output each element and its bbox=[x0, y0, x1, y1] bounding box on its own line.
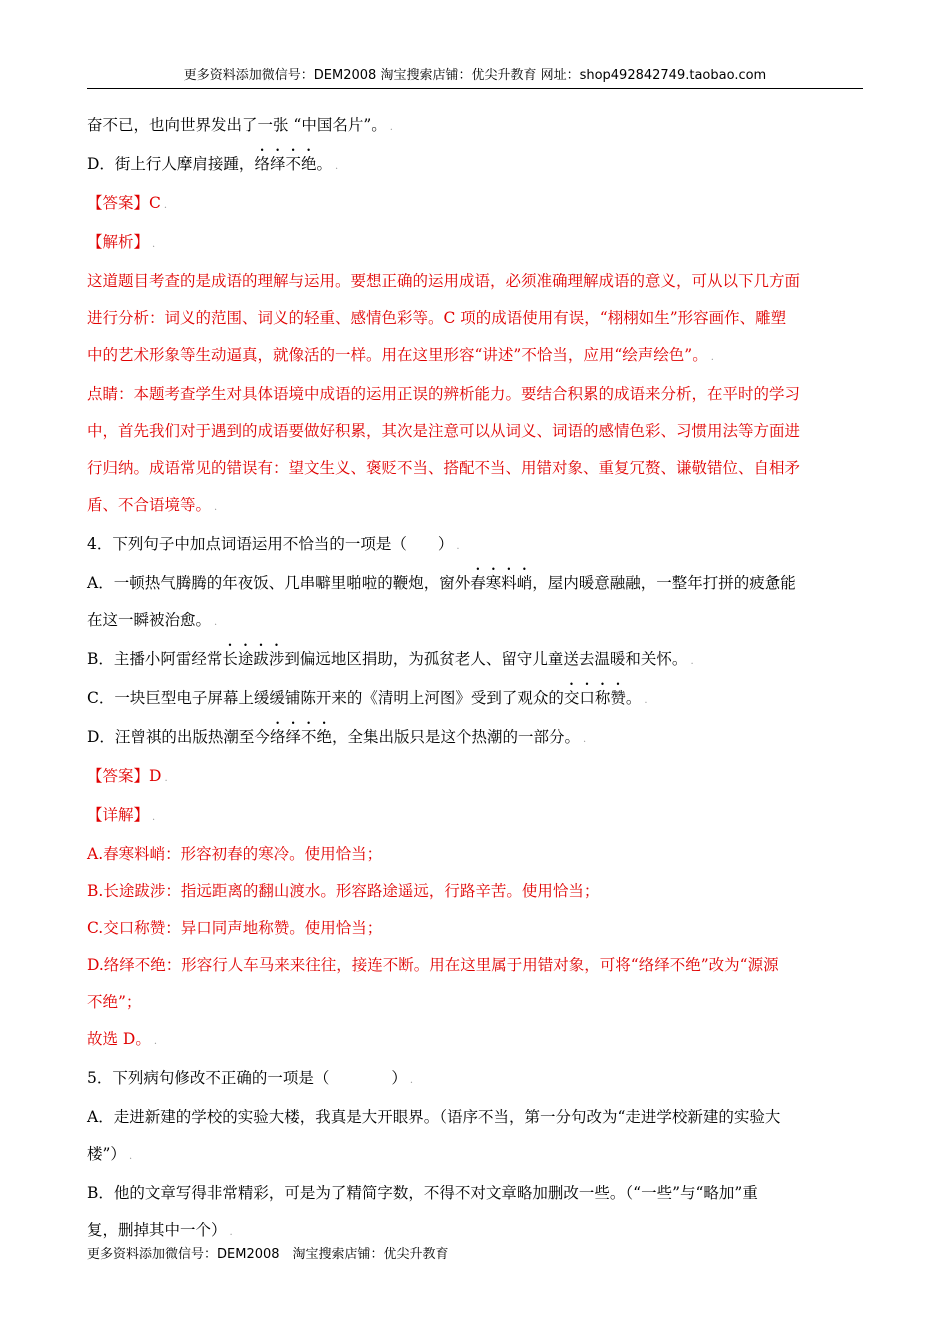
q3-option-c-tail: 奋不已，也向世界发出了一张 “中国名片”。 . bbox=[87, 116, 393, 134]
q4-detail-line: C.交口称赞：异口同声地称赞。使用恰当； bbox=[87, 919, 383, 937]
q5-stem: 5．下列病句修改不正确的一项是（ ） . bbox=[87, 1069, 414, 1087]
q5-option-b-cont: 复，删掉其中一个） . bbox=[87, 1221, 233, 1239]
q4-detail-line: 故选 D。 . bbox=[87, 1030, 158, 1048]
q4-option-b: B．主播小阿雷经常长途跋涉到偏远地区捐助，为孤贫老人、留守儿童送去温暖和关怀。 . bbox=[87, 650, 694, 668]
q3-answer: 【答案】C . bbox=[87, 194, 168, 212]
q4-option-d: D．汪曾祺的出版热潮至今络绎不绝，全集出版只是这个热潮的一部分。 . bbox=[87, 728, 587, 746]
q4-option-a-cont: 在这一瞬被治愈。 . bbox=[87, 611, 218, 629]
q4-option-c: C．一块巨型电子屏幕上缓缓铺陈开来的《清明上河图》受到了观众的交口称赞。 . bbox=[87, 689, 648, 707]
q4-stem: 4．下列句子中加点词语运用不恰当的一项是（ ） . bbox=[87, 535, 460, 553]
emphasized-phrase: 交口称赞 bbox=[563, 689, 626, 707]
page-header: 更多资料添加微信号：DEM2008 淘宝搜索店铺：优尖升教育 网址：shop492842749.taobao.com bbox=[183, 68, 767, 83]
q3-analysis-line: 中，首先我们对于遇到的成语要做好积累，其次是注意可以从词义、词语的感情色彩、习惯用法等方面进 bbox=[87, 422, 801, 440]
q3-analysis-line: 点睛：本题考查学生对具体语境中成语的运用正误的辨析能力。要结合积累的成语来分析，在平时的学习 bbox=[87, 385, 801, 403]
emphasized-phrase: 络绎不绝 bbox=[254, 155, 317, 173]
q4-detail-label: 【详解】 . bbox=[87, 806, 156, 824]
q4-detail-line: A.春寒料峭：形容初春的寒冷。使用恰当； bbox=[87, 845, 383, 863]
q5-option-a-cont: 楼”） . bbox=[87, 1145, 133, 1163]
q3-analysis-line: 盾、不合语境等。 . bbox=[87, 496, 218, 514]
q3-analysis-line: 中的艺术形象等生动逼真，就像活的一样。用在这里形容“讲述”不恰当，应用“绘声绘色”。 . bbox=[87, 346, 714, 364]
q4-detail-line: D.络绎不绝：形容行人车马来来往往，接连不断。用在这里属于用错对象，可将“络绎不绝”改为“源源 bbox=[87, 956, 779, 974]
q3-analysis-line: 这道题目考查的是成语的理解与运用。要想正确的运用成语，必须准确理解成语的意义，可从以下几方面 bbox=[87, 272, 801, 290]
emphasized-phrase: 络绎不绝 bbox=[269, 728, 332, 746]
q3-analysis-label: 【解析】 . bbox=[87, 233, 156, 251]
q4-detail-line: 不绝”； bbox=[87, 993, 142, 1011]
emphasized-phrase: 春寒料峭 bbox=[470, 574, 533, 592]
document-body bbox=[87, 107, 859, 1251]
q5-option-b: B．他的文章写得非常精彩，可是为了精简字数，不得不对文章略加删改一些。（“一些”与“略加”重 bbox=[87, 1184, 758, 1202]
q3-analysis-line: 进行分析：词义的范围、词义的轻重、感情色彩等。C 项的成语使用有误，“栩栩如生”形容画作、雕塑 bbox=[87, 309, 787, 327]
q5-option-a: A．走进新建的学校的实验大楼，我真是大开眼界。（语序不当，第一分句改为“走进学校新建的实验大 bbox=[87, 1108, 781, 1126]
header-divider bbox=[87, 88, 863, 89]
emphasized-phrase: 长途跋涉 bbox=[222, 650, 285, 668]
q4-detail-line: B.长途跋涉：指远距离的翻山渡水。形容路途遥远，行路辛苦。使用恰当； bbox=[87, 882, 600, 900]
q4-option-a: A．一顿热气腾腾的年夜饭、几串噼里啪啦的鞭炮，窗外春寒料峭，屋内暖意融融，一整年打拼的疲惫能 bbox=[87, 574, 796, 592]
q3-analysis-line: 行归纳。成语常见的错误有：望文生义、褒贬不当、搭配不当、用错对象、重复冗赘、谦敬错位、自相矛 bbox=[87, 459, 801, 477]
q4-answer: 【答案】D . bbox=[87, 767, 168, 785]
q3-option-d: D．街上行人摩肩接踵，络绎不绝。 . bbox=[87, 155, 339, 173]
page-footer: 更多资料添加微信号：DEM2008 淘宝搜索店铺：优尖升教育 bbox=[87, 1247, 449, 1262]
